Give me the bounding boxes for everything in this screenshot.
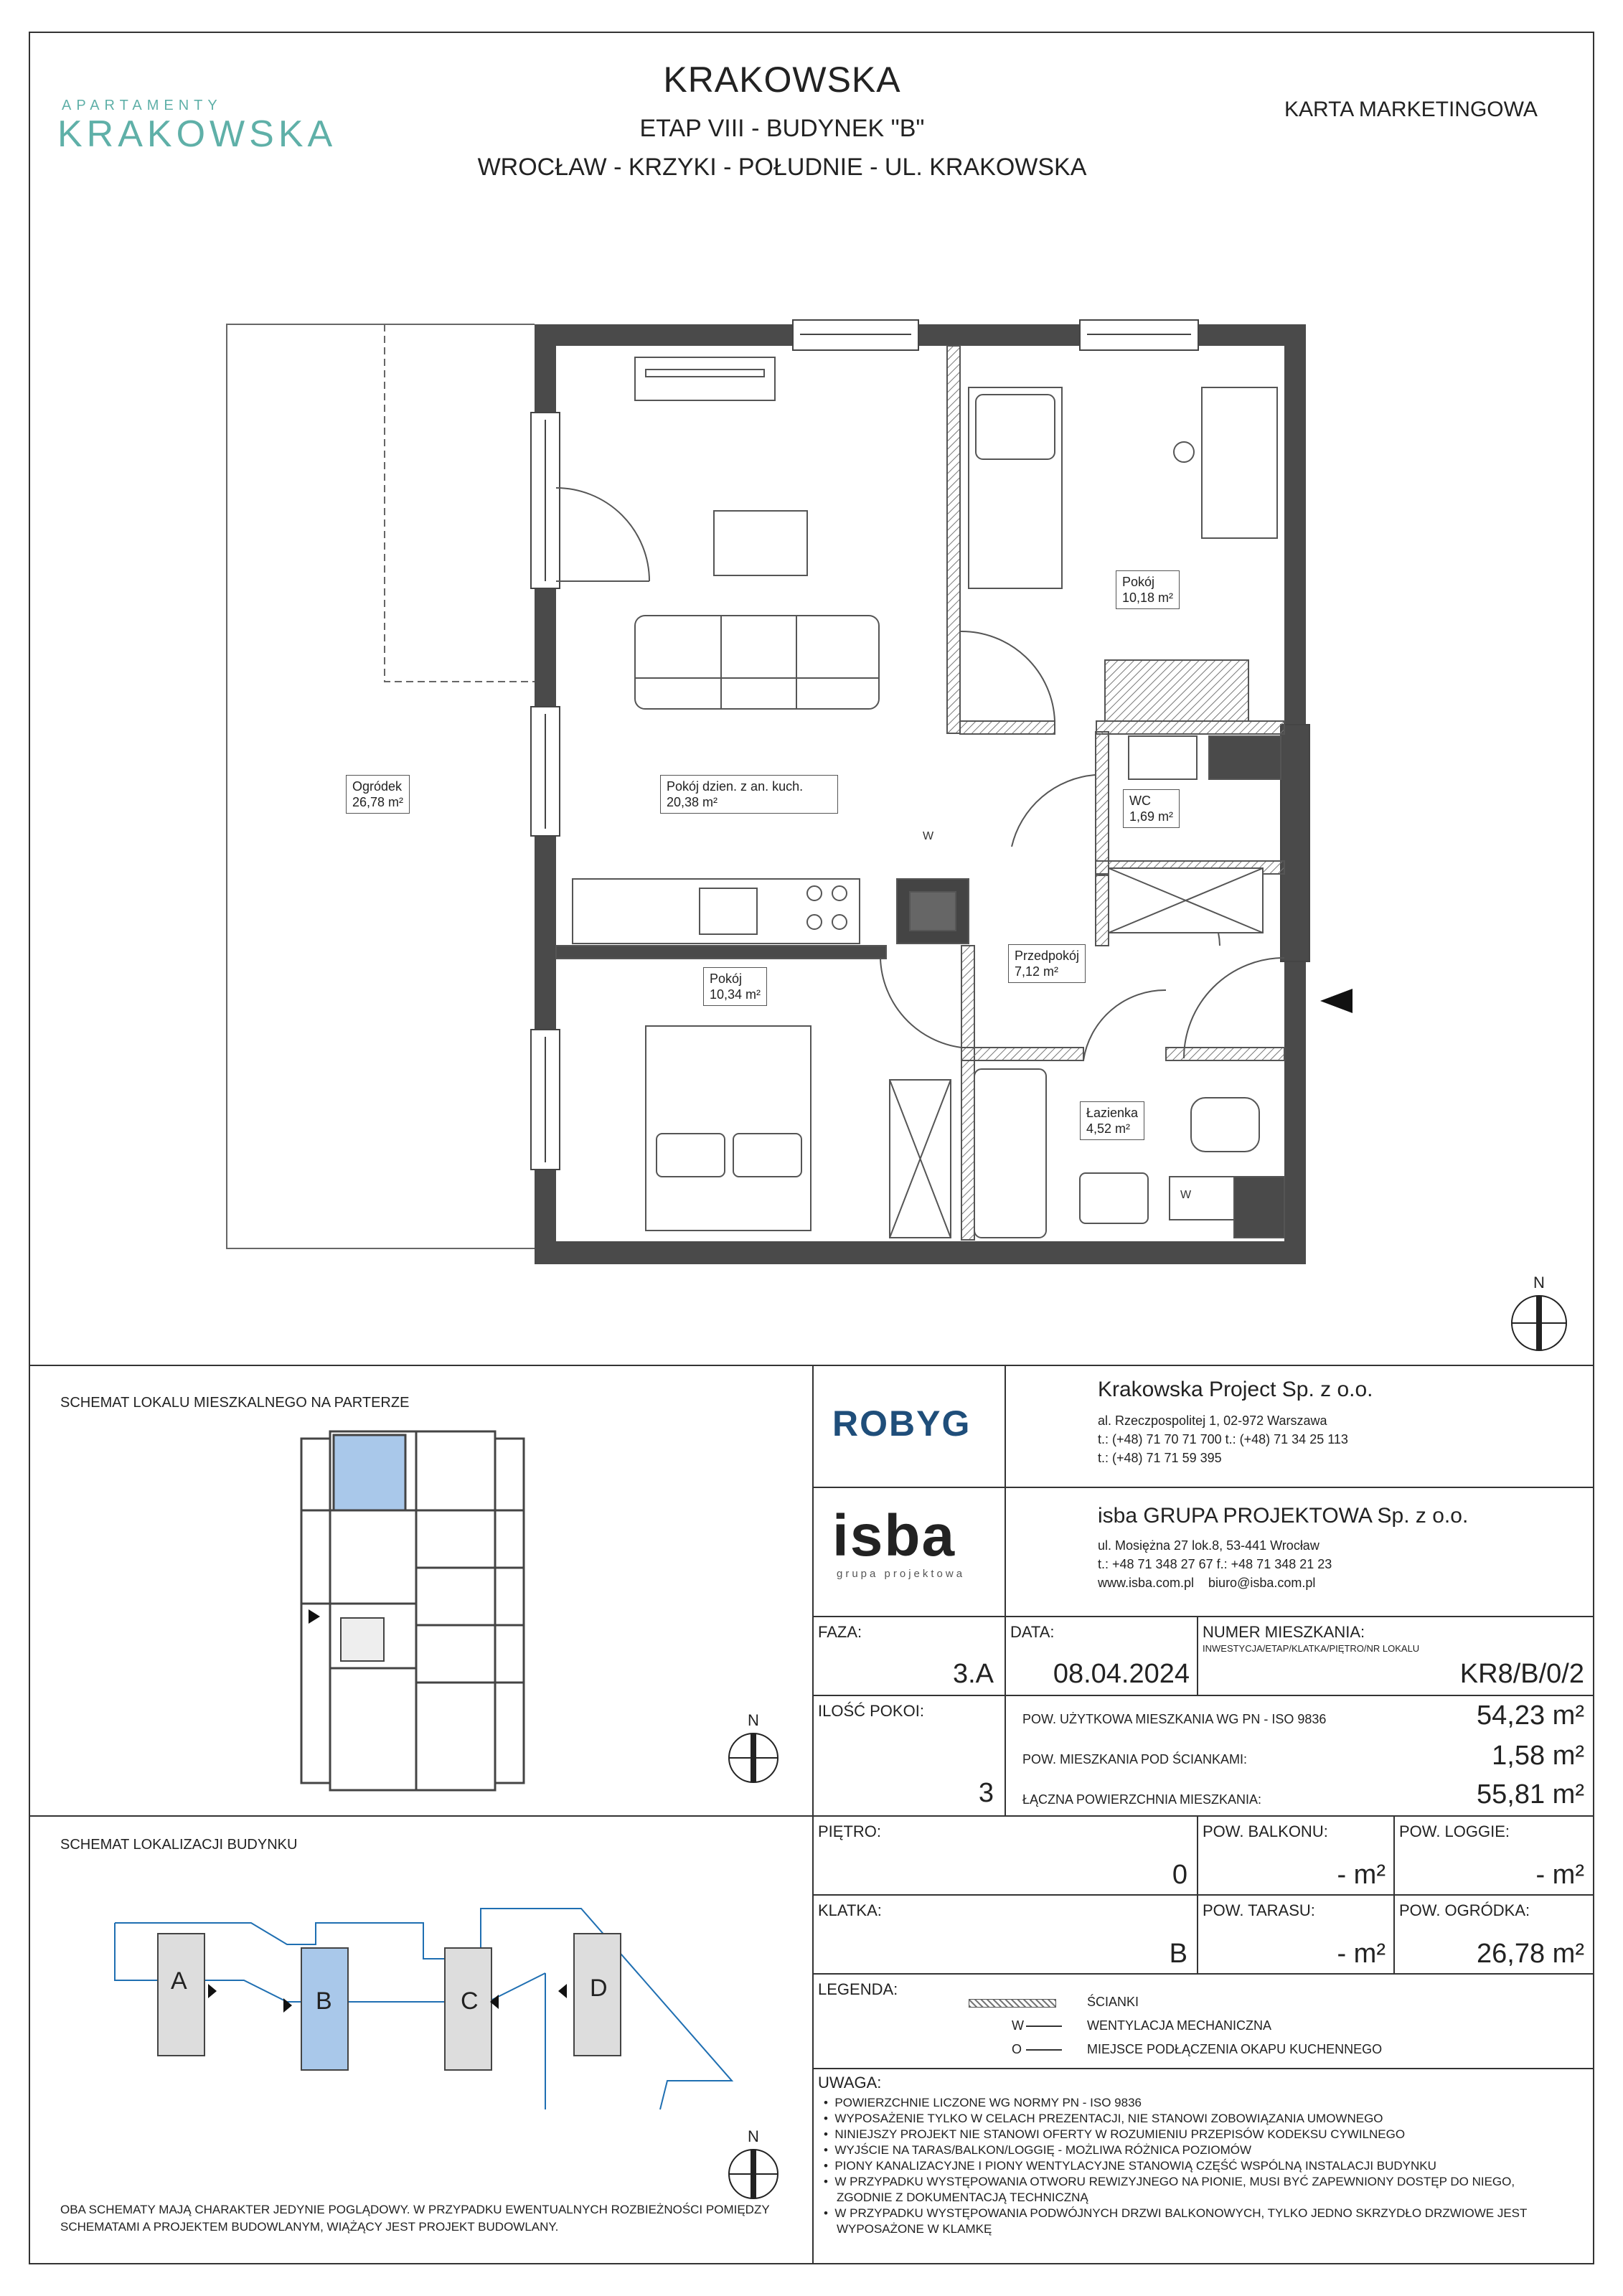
isba-logo-sub: grupa projektowa — [837, 1568, 966, 1580]
company1-phone1: t.: (+48) 71 70 71 700 t.: (+48) 71 34 25 113 — [1098, 1432, 1348, 1446]
taras-value: - m² — [1337, 1939, 1386, 1969]
building-c-label: C — [461, 1987, 479, 2015]
divider-row4 — [812, 1894, 1594, 1896]
room-label-hall: Przedpokój 7,12 m² — [1008, 944, 1086, 983]
schema2-compass-icon: N — [725, 2127, 782, 2206]
divider-col-pokoi — [1005, 1695, 1006, 1815]
faza-label: FAZA: — [818, 1623, 862, 1641]
note-item: • WYPOSAŻENIE TYLKO W CELACH PREZENTACJI, NIE STANOWI ZOBOWIĄZANIA UMOWNEGO — [824, 2112, 1383, 2125]
laczna-value: 55,81 m² — [1477, 1779, 1584, 1810]
room-label-ogrodek: Ogródek 26,78 m² — [346, 775, 410, 814]
page-subtitle-2: WROCŁAW - KRZYKI - POŁUDNIE - UL. KRAKOWSKA — [477, 154, 1087, 181]
pietro-value: 0 — [1172, 1860, 1187, 1890]
company2-phone: t.: +48 71 348 27 67 f.: +48 71 348 21 23 — [1098, 1557, 1332, 1571]
legend-item-hood: MIEJSCE PODŁĄCZENIA OKAPU KUCHENNEGO — [1087, 2042, 1383, 2056]
divider-row5 — [812, 1973, 1594, 1975]
company1-phone2: t.: (+48) 71 71 59 395 — [1098, 1451, 1222, 1465]
schema1-plan — [294, 1424, 531, 1797]
divider-row3 — [812, 1815, 1594, 1817]
data-value: 08.04.2024 — [1053, 1659, 1190, 1689]
divider-col-loggia — [1393, 1815, 1395, 1973]
ogrodek-value: 26,78 m² — [1477, 1939, 1584, 1969]
room-label-bathroom: Łazienka 4,52 m² — [1080, 1101, 1144, 1140]
loggia-value: - m² — [1535, 1860, 1584, 1890]
building-b-label: B — [316, 1987, 332, 2015]
pietro-label: PIĘTRO: — [818, 1822, 882, 1840]
compass-icon: N — [1507, 1274, 1571, 1352]
data-label: DATA: — [1010, 1623, 1055, 1641]
ogrodek-label: POW. OGRÓDKA: — [1399, 1901, 1530, 1919]
divider-company — [812, 1487, 1594, 1488]
taras-label: POW. TARASU: — [1203, 1901, 1315, 1919]
divider-table-top — [812, 1616, 1594, 1617]
schema2-site-plan — [108, 1894, 753, 2117]
scianki-value: 1,58 m² — [1492, 1741, 1584, 1771]
uzytkowa-value: 54,23 m² — [1477, 1700, 1584, 1731]
numer-sublabel: INWESTYCJA/ETAP/KLATKA/PIĘTRO/NR LOKALU — [1203, 1643, 1420, 1654]
company1-address: al. Rzeczpospolitej 1, 02-972 Warszawa — [1098, 1413, 1327, 1428]
schema2-title: SCHEMAT LOKALIZACJI BUDYNKU — [60, 1837, 298, 1853]
balkon-value: - m² — [1337, 1860, 1386, 1890]
note-item: • W PRZYPADKU WYSTĘPOWANIA PODWÓJNYCH DRZWI BALKONOWYCH, TYLKO JEDNO SKRZYDŁO DRZWIOWE JEST WYPOSAŻONE W KLAMKĘ — [824, 2206, 1528, 2236]
card-type-label: KARTA MARKETINGOWA — [1284, 98, 1538, 121]
laczna-label: ŁĄCZNA POWIERZCHNIA MIESZKANIA: — [1022, 1792, 1262, 1807]
legend-item-walls: ŚCIANKI — [1087, 1995, 1139, 2009]
divider-col-balkon — [1197, 1815, 1198, 1973]
numer-label: NUMER MIESZKANIA: — [1203, 1623, 1365, 1641]
klatka-label: KLATKA: — [818, 1901, 882, 1919]
numer-value: KR8/B/0/2 — [1459, 1659, 1584, 1689]
pokoi-value: 3 — [978, 1778, 994, 1808]
klatka-value: B — [1169, 1939, 1187, 1969]
schema-disclaimer: OBA SCHEMATY MAJĄ CHARAKTER JEDYNIE POGLĄDOWY. W PRZYPADKU EWENTUALNYCH ROZBIEŻNOŚCI POMIĘDZY SCHEMATAMI A PROJEKTEM BUDOWLANYM, WIĄŻĄCY JEST PROJEKT BUDOWLANY. — [60, 2203, 770, 2234]
faza-value: 3.A — [952, 1659, 994, 1689]
room-label-bedroom-1: Pokój 10,18 m² — [1116, 570, 1180, 609]
room-label-living: Pokój dzien. z an. kuch. 20,38 m² — [660, 775, 838, 814]
ventilation-mark-bath: W — [1180, 1189, 1192, 1201]
legend-item-ventilation: WENTYLACJA MECHANICZNA — [1087, 2018, 1272, 2033]
scianki-label: POW. MIESZKANIA POD ŚCIANKAMI: — [1022, 1752, 1248, 1766]
divider-col-numer — [1197, 1616, 1198, 1695]
pokoi-label: ILOŚĆ POKOI: — [818, 1702, 924, 1720]
note-item: • POWIERZCHNIE LICZONE WG NORMY PN - ISO 9836 — [824, 2096, 1142, 2109]
note-item: • PIONY KANALIZACYJNE I PIONY WENTYLACYJNE STANOWIĄ CZĘŚĆ WSPÓLNĄ INSTALACJI BUDYNKU — [824, 2159, 1436, 2173]
robyg-logo: ROBYG — [832, 1403, 972, 1444]
ventilation-mark: W — [923, 830, 934, 842]
building-d-label: D — [590, 1975, 608, 2002]
balkon-label: POW. BALKONU: — [1203, 1822, 1328, 1840]
page-subtitle-1: ETAP VIII - BUDYNEK "B" — [639, 115, 925, 142]
notes-list — [824, 2095, 1548, 2237]
divider-bottom — [29, 1365, 1594, 1366]
legend-wall-swatch — [969, 1999, 1056, 2008]
schema1-compass-icon: N — [725, 1711, 782, 1789]
legend-arrow-o-icon — [1026, 2049, 1062, 2051]
divider-col-data — [1005, 1616, 1006, 1695]
notes-title: UWAGA: — [818, 2074, 882, 2092]
room-label-bedroom-2: Pokój 10,34 m² — [703, 967, 767, 1006]
note-item: • W PRZYPADKU WYSTĘPOWANIA OTWORU REWIZYJNEGO NA PIONIE, MUSI BYĆ ZAPEWNIONY DOSTĘP DO NIEGO, ZGODNIE Z DOKUMENTACJĄ TECHNICZNĄ — [824, 2175, 1515, 2204]
company1-name: Krakowska Project Sp. z o.o. — [1098, 1378, 1373, 1401]
building-a-label: A — [171, 1967, 187, 1995]
divider-row2 — [812, 1695, 1594, 1696]
loggia-label: POW. LOGGIE: — [1399, 1822, 1510, 1840]
company2-address: ul. Mosiężna 27 lok.8, 53-441 Wrocław — [1098, 1538, 1319, 1553]
divider-schemes — [29, 1815, 814, 1817]
page-title: KRAKOWSKA — [663, 60, 901, 100]
note-item: • NINIEJSZY PROJEKT NIE STANOWI OFERTY W ROZUMIENIU PRZEPISÓW KODEKSU CYWILNEGO — [824, 2127, 1406, 2141]
schema1-title: SCHEMAT LOKALU MIESZKALNEGO NA PARTERZE — [60, 1395, 410, 1411]
legend-arrow-w-icon — [1026, 2026, 1062, 2027]
room-label-wc: WC 1,69 m² — [1123, 789, 1180, 828]
isba-logo: isba — [832, 1503, 956, 1568]
divider-logos — [1005, 1365, 1006, 1616]
uzytkowa-label: POW. UŻYTKOWA MIESZKANIA WG PN - ISO 9836 — [1022, 1712, 1327, 1726]
company2-name: isba GRUPA PROJEKTOWA Sp. z o.o. — [1098, 1504, 1469, 1528]
divider-vertical — [812, 1365, 814, 2264]
logo-line2: KRAKOWSKA — [57, 113, 337, 155]
entrance-arrow-icon — [1320, 989, 1352, 1013]
note-item: • WYJŚCIE NA TARAS/BALKON/LOGGIĘ - MOŻLIWA RÓŻNICA POZIOMÓW — [824, 2143, 1252, 2157]
legend-title: LEGENDA: — [818, 1980, 898, 1998]
legend-symbol-w: W — [1012, 2018, 1024, 2033]
legend-symbol-o: O — [1012, 2042, 1022, 2056]
logo-line1: APARTAMENTY — [62, 98, 222, 113]
divider-row6 — [812, 2068, 1594, 2069]
company2-web: www.isba.com.pl biuro@isba.com.pl — [1098, 1576, 1316, 1590]
